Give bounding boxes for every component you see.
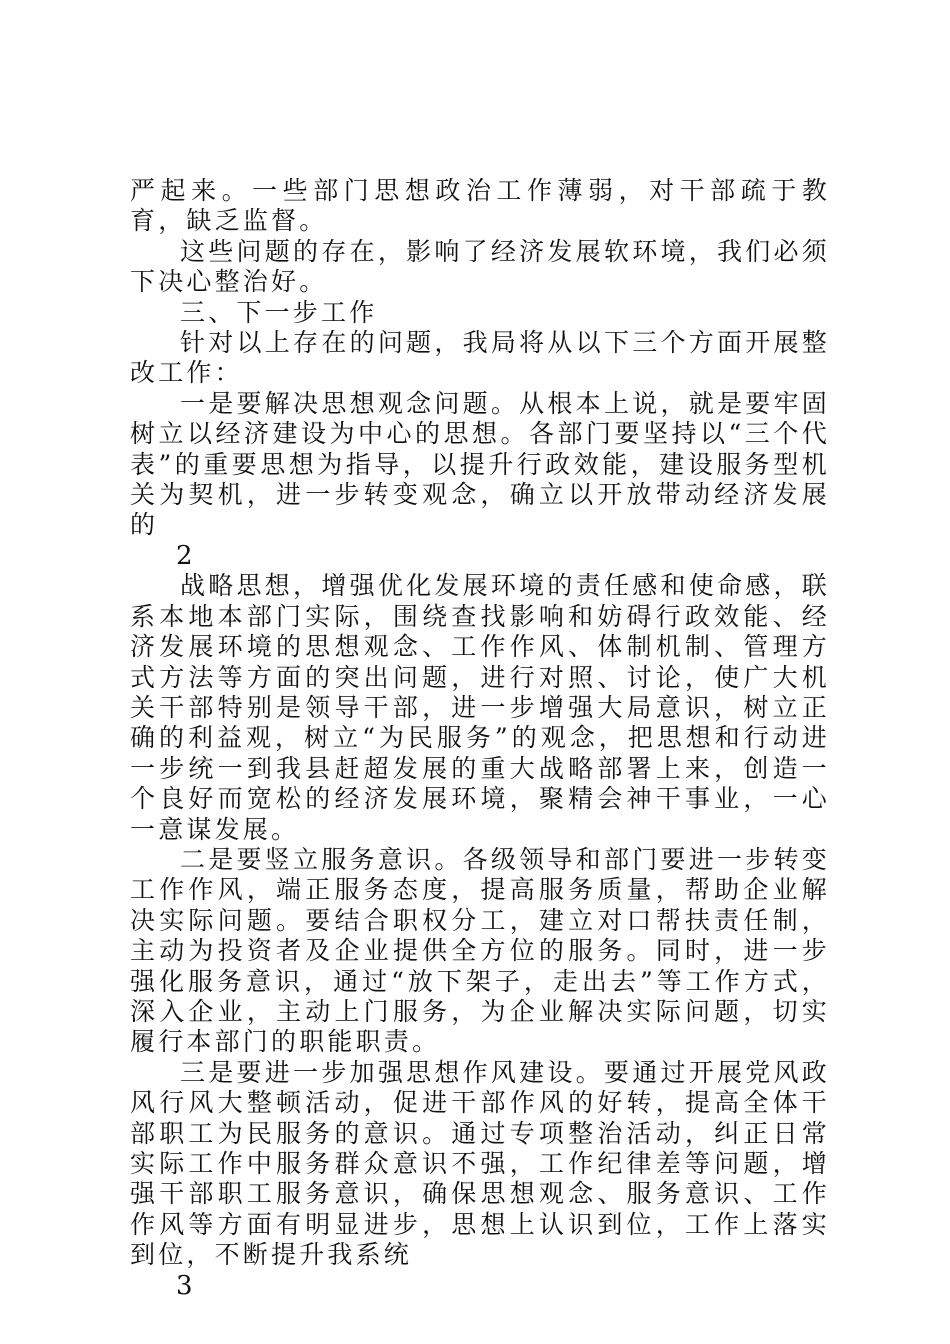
paragraph-point-three: 三是要进一步加强思想作风建设。要通过开展党风政风行风大整顿活动，促进干部作风的好转，提高全体干部职工为民服务的意识。通过专项整治活动，纠正日常实际工作中服务群众意识不强，工作纪律差等问题，增强干部职工服务意识，确保思想观念、服务意识、工作作风等方面有明显进步，思想上认识到位，工作上落实到位，不断提升我系统: [130, 1057, 830, 1270]
document-page: [130, 176, 830, 1301]
paragraph-continued: 严起来。一些部门思想政治工作薄弱，对干部疏于教育，缺乏监督。: [130, 176, 830, 236]
paragraph-problems-summary: 这些问题的存在，影响了经济发展软环境，我们必须下决心整治好。: [130, 236, 830, 297]
paragraph-intro-rectification: 针对以上存在的问题，我局将从以下三个方面开展整改工作：: [130, 328, 830, 388]
paragraph-point-one: 一是要解决思想观念问题。从根本上说，就是要牢固树立以经济建设为中心的思想。各部门要坚持以“三个代表”的重要思想为指导，以提升行政效能，建设服务型机关为契机，进一步转变观念，确立以开放带动经济发展的: [130, 388, 830, 540]
paragraph-point-one-continued: 战略思想，增强优化发展环境的责任感和使命感，联系本地本部门实际，围绕查找影响和妨碍行政效能、经济发展环境的思想观念、工作作风、体制机制、管理方式方法等方面的突出问题，进行对照、讨论，使广大机关干部特别是领导干部，进一步增强大局意识，树立正确的利益观，树立“为民服务”的观念，把思想和行动进一步统一到我县赶超发展的重大战略部署上来，创造一个良好而宽松的经济发展环境，聚精会神干事业，一心一意谋发展。: [130, 571, 830, 844]
page-number: 2: [176, 540, 193, 571]
page-number: 3: [176, 1270, 193, 1301]
section-heading-next-steps: 三、下一步工作: [180, 297, 378, 327]
paragraph-point-two: 二是要竖立服务意识。各级领导和部门要进一步转变工作作风，端正服务态度，提高服务质量，帮助企业解决实际问题。要结合职权分工，建立对口帮扶责任制，主动为投资者及企业提供全方位的服务。同时，进一步强化服务意识，通过“放下架子，走出去”等工作方式，深入企业，主动上门服务，为企业解决实际问题，切实履行本部门的职能职责。: [130, 844, 830, 1057]
